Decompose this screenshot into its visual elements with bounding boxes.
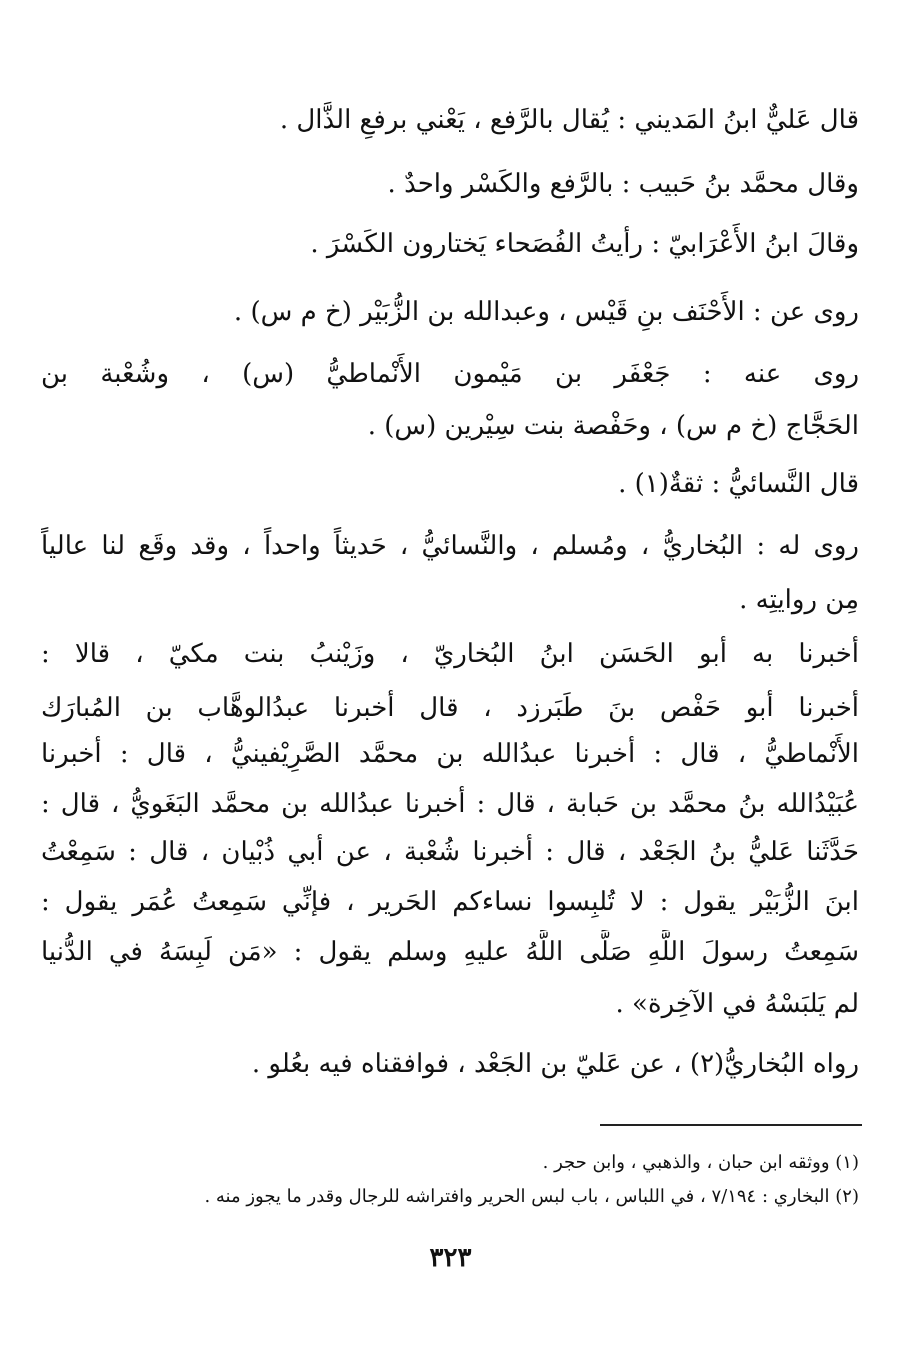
text-line-18: رواه البُخاريُّ(٢) ، عن عَليّ بن الجَعْد ، فوافقناه فيه بعُلو . xyxy=(251,1049,859,1079)
footnote-1: (١) ووثقه ابن حبان ، والذهبي ، وابن حجر . xyxy=(542,1152,859,1173)
text-line-13: عُبَيْدُالله بنُ محمَّد بن حَبابة ، قال : أخبرنا عبدُالله بن محمَّد البَغَويُّ ، قال : xyxy=(41,789,859,819)
text-line-8: روى له : البُخاريُّ ، ومُسلم ، والنَّسائيُّ ، حَديثاً واحداً ، وقد وقَع لنا عالياً xyxy=(41,531,859,561)
text-line-5: روى عنه : جَعْفَر بن مَيْمون الأَنْماطيُّ (س) ، وشُعْبة بن xyxy=(41,359,859,389)
text-line-9: مِن روايتِه . xyxy=(739,585,859,615)
text-line-6: الحَجَّاج (خ م س) ، وحَفْصة بنت سِيْرين (س) . xyxy=(367,411,859,441)
text-line-7: قال النَّسائيُّ : ثقةٌ(١) . xyxy=(618,469,859,499)
text-line-4: روى عن : الأَحْنَف بنِ قَيْس ، وعبدالله بن الزُّبَيْر (خ م س) . xyxy=(233,297,859,327)
text-line-3: وقالَ ابنُ الأَعْرَابيّ : رأيتُ الفُصَحاء يَختارون الكَسْرَ . xyxy=(310,229,859,259)
text-line-12: الأَنْماطيُّ ، قال : أخبرنا عبدُالله بن محمَّد الصَّرِيْفينيُّ ، قال : أخبرنا xyxy=(41,739,859,769)
text-line-1: قال عَليٌّ ابنُ المَديني : يُقال بالرَّفع ، يَعْني برفعِ الذَّال . xyxy=(279,105,859,135)
text-line-14: حَدَّثَنا عَليُّ بنُ الجَعْد ، قال : أخبرنا شُعْبة ، عن أبي ذُبْيان ، قال : سَمِعْتُ xyxy=(41,837,859,867)
footnote-separator xyxy=(600,1124,862,1126)
text-line-15: ابنَ الزُّبَيْر يقول : لا تُلبِسوا نساءكم الحَرير ، فإنِّي سَمِعتُ عُمَر يقول : xyxy=(41,887,859,917)
page-number: ٣٢٣ xyxy=(429,1243,472,1273)
footnote-2: (٢) البخاري : ٧/١٩٤ ، في اللباس ، باب لبس الحرير وافتراشه للرجال وقدر ما يجوز منه . xyxy=(204,1186,859,1207)
text-line-17: لم يَلبَسْهُ في الآخِرة» . xyxy=(615,989,859,1019)
text-line-16: سَمِعتُ رسولَ اللَّهِ صَلَّى اللَّهُ عليهِ وسلم يقول : «مَن لَبِسَهُ في الدُّنيا xyxy=(41,937,859,967)
text-line-10: أخبرنا به أبو الحَسَن ابنُ البُخاريّ ، وزَيْنبُ بنت مكيّ ، قالا : xyxy=(41,639,859,669)
text-line-11: أخبرنا أبو حَفْص بنَ طَبَرزد ، قال أخبرنا عبدُالوهَّاب بن المُبارَك xyxy=(41,693,859,723)
text-line-2: وقال محمَّد بنُ حَبيب : بالرَّفع والكَسْر واحدٌ . xyxy=(387,169,859,199)
